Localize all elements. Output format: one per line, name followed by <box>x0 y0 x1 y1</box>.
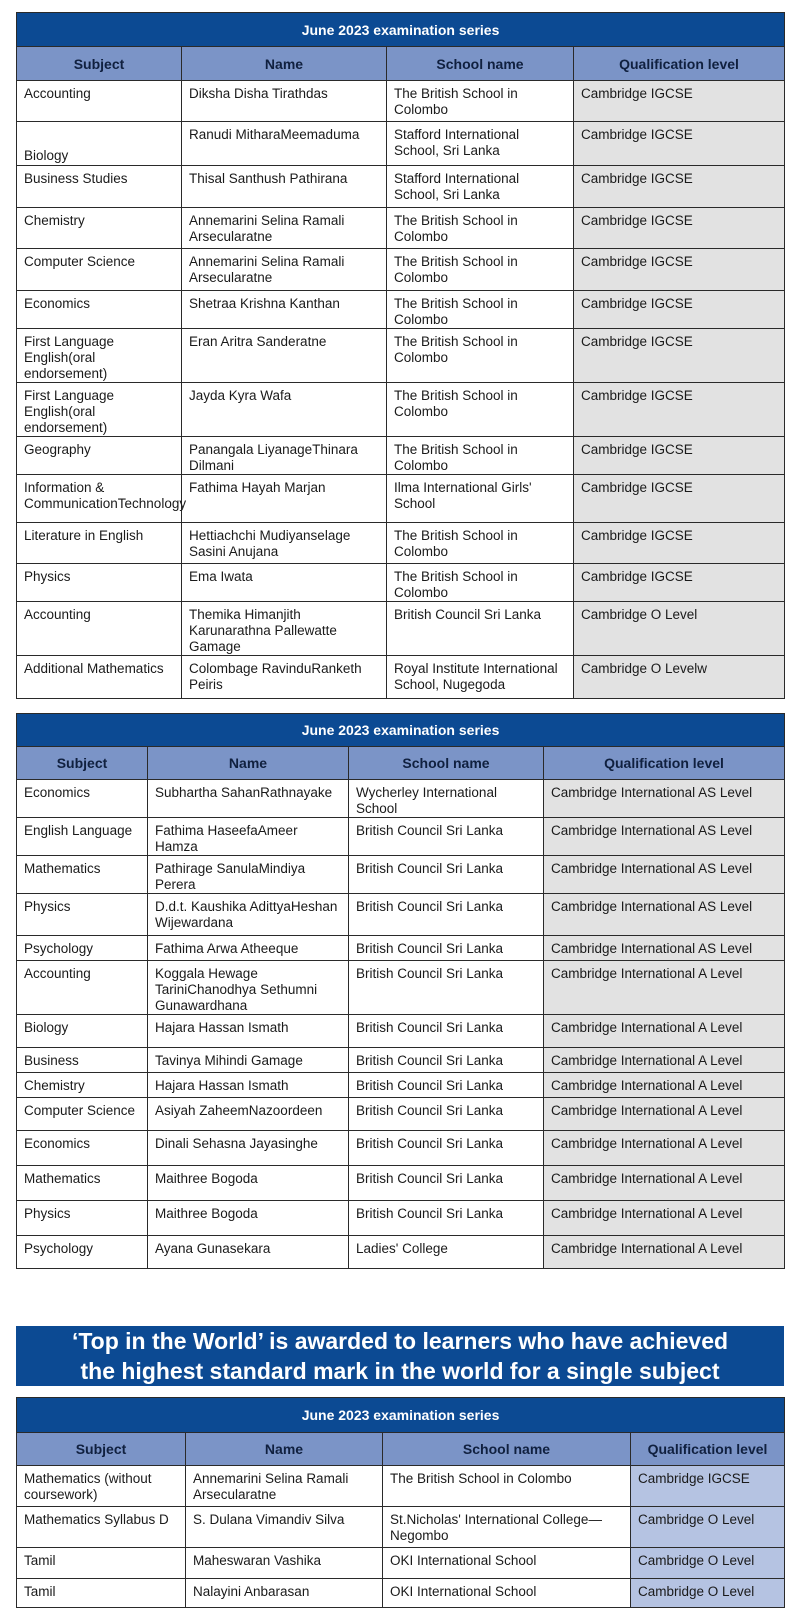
table-row <box>17 437 785 475</box>
qualification-cell: Cambridge IGCSE <box>574 329 785 383</box>
subject-cell: Computer Science <box>17 249 182 291</box>
table-row <box>17 1201 785 1236</box>
table-row <box>17 208 785 249</box>
column-header-qualification: Qualification level <box>544 747 785 780</box>
subject-cell: Psychology <box>17 936 148 961</box>
school-cell: British Council Sri Lanka <box>349 1166 544 1201</box>
school-cell: British Council Sri Lanka <box>349 1015 544 1048</box>
column-header-name: Name <box>148 747 349 780</box>
table-row <box>17 1131 785 1166</box>
qualification-cell: Cambridge IGCSE <box>574 166 785 208</box>
qualification-cell: Cambridge IGCSE <box>574 437 785 475</box>
school-cell: The British School in Colombo <box>387 383 574 437</box>
subject-cell: Additional Mathematics <box>17 656 182 699</box>
subject-cell: Business <box>17 1048 148 1073</box>
column-header-subject: Subject <box>17 47 182 81</box>
table-row <box>17 602 785 656</box>
qualification-cell: Cambridge IGCSE <box>574 81 785 122</box>
top-in-world-banner <box>16 1326 784 1386</box>
table-row <box>17 1098 785 1131</box>
school-cell: Royal Institute International School, Nugegoda <box>387 656 574 699</box>
table-row <box>17 1015 785 1048</box>
qualification-cell: Cambridge O Level <box>574 602 785 656</box>
name-cell: Tavinya Mihindi Gamage <box>148 1048 349 1073</box>
qualification-cell: Cambridge International A Level <box>544 1073 785 1098</box>
table-row <box>17 1466 785 1507</box>
name-cell: Jayda Kyra Wafa <box>182 383 387 437</box>
school-cell: The British School in Colombo <box>387 249 574 291</box>
qualification-cell: Cambridge International A Level <box>544 1131 785 1166</box>
subject-cell: Tamil <box>17 1548 186 1579</box>
subject-cell: Biology <box>17 1015 148 1048</box>
name-cell: Annemarini Selina Ramali Arsecularatne <box>182 208 387 249</box>
name-cell: S. Dulana Vimandiv Silva <box>186 1507 383 1548</box>
qualification-cell: Cambridge International AS Level <box>544 818 785 856</box>
table-row <box>17 780 785 818</box>
qualification-cell: Cambridge International AS Level <box>544 894 785 936</box>
series-title: June 2023 examination series <box>17 714 785 747</box>
column-header-name: Name <box>186 1433 383 1466</box>
subject-cell: Chemistry <box>17 1073 148 1098</box>
name-cell: Annemarini Selina Ramali Arsecularatne <box>186 1466 383 1507</box>
school-cell: Ilma International Girls' School <box>387 475 574 523</box>
subject-cell: Business Studies <box>17 166 182 208</box>
subject-cell: Literature in English <box>17 523 182 564</box>
name-cell: Ema Iwata <box>182 564 387 602</box>
table-row <box>17 856 785 894</box>
subject-cell: Chemistry <box>17 208 182 249</box>
school-cell: The British School in Colombo <box>387 81 574 122</box>
banner-line-2: the highest standard mark in the world for a single subject <box>80 1358 720 1384</box>
subject-cell: Tamil <box>17 1579 186 1608</box>
name-cell: Hajara Hassan Ismath <box>148 1073 349 1098</box>
subject-cell: English Language <box>17 818 148 856</box>
qualification-cell: Cambridge International A Level <box>544 1236 785 1269</box>
table-row <box>17 1548 785 1579</box>
table-row <box>17 1166 785 1201</box>
school-cell: St.Nicholas' International College—Negombo <box>383 1507 631 1548</box>
name-cell: Thisal Santhush Pathirana <box>182 166 387 208</box>
school-cell: British Council Sri Lanka <box>349 1201 544 1236</box>
column-header-school: School name <box>349 747 544 780</box>
table-row <box>17 1236 785 1269</box>
qualification-cell: Cambridge International A Level <box>544 961 785 1015</box>
name-cell: Koggala Hewage TariniChanodhya Sethumni Gunawardhana <box>148 961 349 1015</box>
name-cell: Shetraa Krishna Kanthan <box>182 291 387 329</box>
subject-cell: Mathematics (without coursework) <box>17 1466 186 1507</box>
qualification-cell: Cambridge IGCSE <box>574 564 785 602</box>
subject-cell: Mathematics <box>17 856 148 894</box>
school-cell: Stafford International School, Sri Lanka <box>387 122 574 166</box>
table-row <box>17 818 785 856</box>
table-row <box>17 166 785 208</box>
qualification-cell: Cambridge IGCSE <box>574 475 785 523</box>
table-row <box>17 291 785 329</box>
results-table-1 <box>16 12 784 699</box>
name-cell: Asiyah ZaheemNazoordeen <box>148 1098 349 1131</box>
qualification-cell: Cambridge International A Level <box>544 1201 785 1236</box>
school-cell: British Council Sri Lanka <box>349 1098 544 1131</box>
qualification-cell: Cambridge International A Level <box>544 1015 785 1048</box>
school-cell: Stafford International School, Sri Lanka <box>387 166 574 208</box>
subject-cell: Economics <box>17 291 182 329</box>
name-cell: Annemarini Selina Ramali Arsecularatne <box>182 249 387 291</box>
results-table-3 <box>16 1397 784 1608</box>
school-cell: British Council Sri Lanka <box>349 818 544 856</box>
school-cell: The British School in Colombo <box>387 523 574 564</box>
qualification-cell: Cambridge O Level <box>631 1507 785 1548</box>
column-header-qualification: Qualification level <box>574 47 785 81</box>
subject-cell: Biology <box>17 122 182 166</box>
name-cell: D.d.t. Kaushika AdittyaHeshan Wijewardana <box>148 894 349 936</box>
school-cell: British Council Sri Lanka <box>349 1048 544 1073</box>
school-cell: OKI International School <box>383 1548 631 1579</box>
school-cell: Wycherley International School <box>349 780 544 818</box>
table-row <box>17 523 785 564</box>
column-header-qualification: Qualification level <box>631 1433 785 1466</box>
qualification-cell: Cambridge International AS Level <box>544 780 785 818</box>
name-cell: Diksha Disha Tirathdas <box>182 81 387 122</box>
name-cell: Fathima HaseefaAmeer Hamza <box>148 818 349 856</box>
name-cell: Fathima Hayah Marjan <box>182 475 387 523</box>
qualification-cell: Cambridge International A Level <box>544 1098 785 1131</box>
qualification-cell: Cambridge O Level <box>631 1548 785 1579</box>
subject-cell: Economics <box>17 1131 148 1166</box>
school-cell: The British School in Colombo <box>387 208 574 249</box>
subject-cell: Psychology <box>17 1236 148 1269</box>
table-row <box>17 329 785 383</box>
subject-cell: First Language English(oral endorsement) <box>17 383 182 437</box>
school-cell: British Council Sri Lanka <box>349 961 544 1015</box>
table-row <box>17 564 785 602</box>
table-row <box>17 1507 785 1548</box>
school-cell: The British School in Colombo <box>387 291 574 329</box>
series-title: June 2023 examination series <box>17 13 785 47</box>
column-header-school: School name <box>387 47 574 81</box>
subject-cell: Computer Science <box>17 1098 148 1131</box>
table-row <box>17 81 785 122</box>
school-cell: British Council Sri Lanka <box>349 1073 544 1098</box>
name-cell: Pathirage SanulaMindiya Perera <box>148 856 349 894</box>
qualification-cell: Cambridge IGCSE <box>574 249 785 291</box>
name-cell: Hajara Hassan Ismath <box>148 1015 349 1048</box>
qualification-cell: Cambridge International A Level <box>544 1166 785 1201</box>
column-header-subject: Subject <box>17 1433 186 1466</box>
qualification-cell: Cambridge IGCSE <box>574 122 785 166</box>
school-cell: The British School in Colombo <box>387 564 574 602</box>
table-row <box>17 383 785 437</box>
column-header-school: School name <box>383 1433 631 1466</box>
table-row <box>17 249 785 291</box>
subject-cell: Accounting <box>17 602 182 656</box>
qualification-cell: Cambridge IGCSE <box>574 523 785 564</box>
column-header-name: Name <box>182 47 387 81</box>
table-row <box>17 961 785 1015</box>
table-row <box>17 894 785 936</box>
subject-cell: Information & CommunicationTechnology <box>17 475 182 523</box>
results-table-2 <box>16 713 784 1269</box>
school-cell: Ladies' College <box>349 1236 544 1269</box>
subject-cell: Accounting <box>17 81 182 122</box>
subject-cell: Physics <box>17 1201 148 1236</box>
qualification-cell: Cambridge IGCSE <box>574 291 785 329</box>
name-cell: Eran Aritra Sanderatne <box>182 329 387 383</box>
column-header-subject: Subject <box>17 747 148 780</box>
name-cell: Themika Himanjith Karunarathna Pallewatte Gamage <box>182 602 387 656</box>
school-cell: The British School in Colombo <box>383 1466 631 1507</box>
table-row <box>17 656 785 699</box>
name-cell: Dinali Sehasna Jayasinghe <box>148 1131 349 1166</box>
qualification-cell: Cambridge O Level <box>631 1579 785 1608</box>
school-cell: British Council Sri Lanka <box>349 856 544 894</box>
name-cell: Panangala LiyanageThinara Dilmani <box>182 437 387 475</box>
school-cell: British Council Sri Lanka <box>349 1131 544 1166</box>
school-cell: British Council Sri Lanka <box>387 602 574 656</box>
school-cell: British Council Sri Lanka <box>349 936 544 961</box>
qualification-cell: Cambridge International AS Level <box>544 856 785 894</box>
qualification-cell: Cambridge IGCSE <box>574 383 785 437</box>
subject-cell: Mathematics <box>17 1166 148 1201</box>
name-cell: Ranudi MitharaMeemaduma <box>182 122 387 166</box>
school-cell: OKI International School <box>383 1579 631 1608</box>
table-row <box>17 122 785 166</box>
school-cell: The British School in Colombo <box>387 329 574 383</box>
subject-cell: Physics <box>17 894 148 936</box>
subject-cell: Economics <box>17 780 148 818</box>
subject-cell: First Language English(oral endorsement) <box>17 329 182 383</box>
table-row <box>17 936 785 961</box>
school-cell: The British School in Colombo <box>387 437 574 475</box>
name-cell: Subhartha SahanRathnayake <box>148 780 349 818</box>
subject-cell: Geography <box>17 437 182 475</box>
school-cell: British Council Sri Lanka <box>349 894 544 936</box>
series-title: June 2023 examination series <box>17 1398 785 1433</box>
name-cell: Hettiachchi Mudiyanselage Sasini Anujana <box>182 523 387 564</box>
qualification-cell: Cambridge International AS Level <box>544 936 785 961</box>
name-cell: Maheswaran Vashika <box>186 1548 383 1579</box>
table-row <box>17 1579 785 1608</box>
name-cell: Colombage RavinduRanketh Peiris <box>182 656 387 699</box>
table-row <box>17 1073 785 1098</box>
table-row <box>17 475 785 523</box>
name-cell: Maithree Bogoda <box>148 1201 349 1236</box>
name-cell: Nalayini Anbarasan <box>186 1579 383 1608</box>
name-cell: Maithree Bogoda <box>148 1166 349 1201</box>
banner-line-1: ‘Top in the World’ is awarded to learners who have achieved <box>71 1328 729 1354</box>
qualification-cell: Cambridge International A Level <box>544 1048 785 1073</box>
subject-cell: Mathematics Syllabus D <box>17 1507 186 1548</box>
qualification-cell: Cambridge IGCSE <box>574 208 785 249</box>
qualification-cell: Cambridge IGCSE <box>631 1466 785 1507</box>
qualification-cell: Cambridge O Levelw <box>574 656 785 699</box>
name-cell: Ayana Gunasekara <box>148 1236 349 1269</box>
subject-cell: Physics <box>17 564 182 602</box>
table-row <box>17 1048 785 1073</box>
name-cell: Fathima Arwa Atheeque <box>148 936 349 961</box>
subject-cell: Accounting <box>17 961 148 1015</box>
